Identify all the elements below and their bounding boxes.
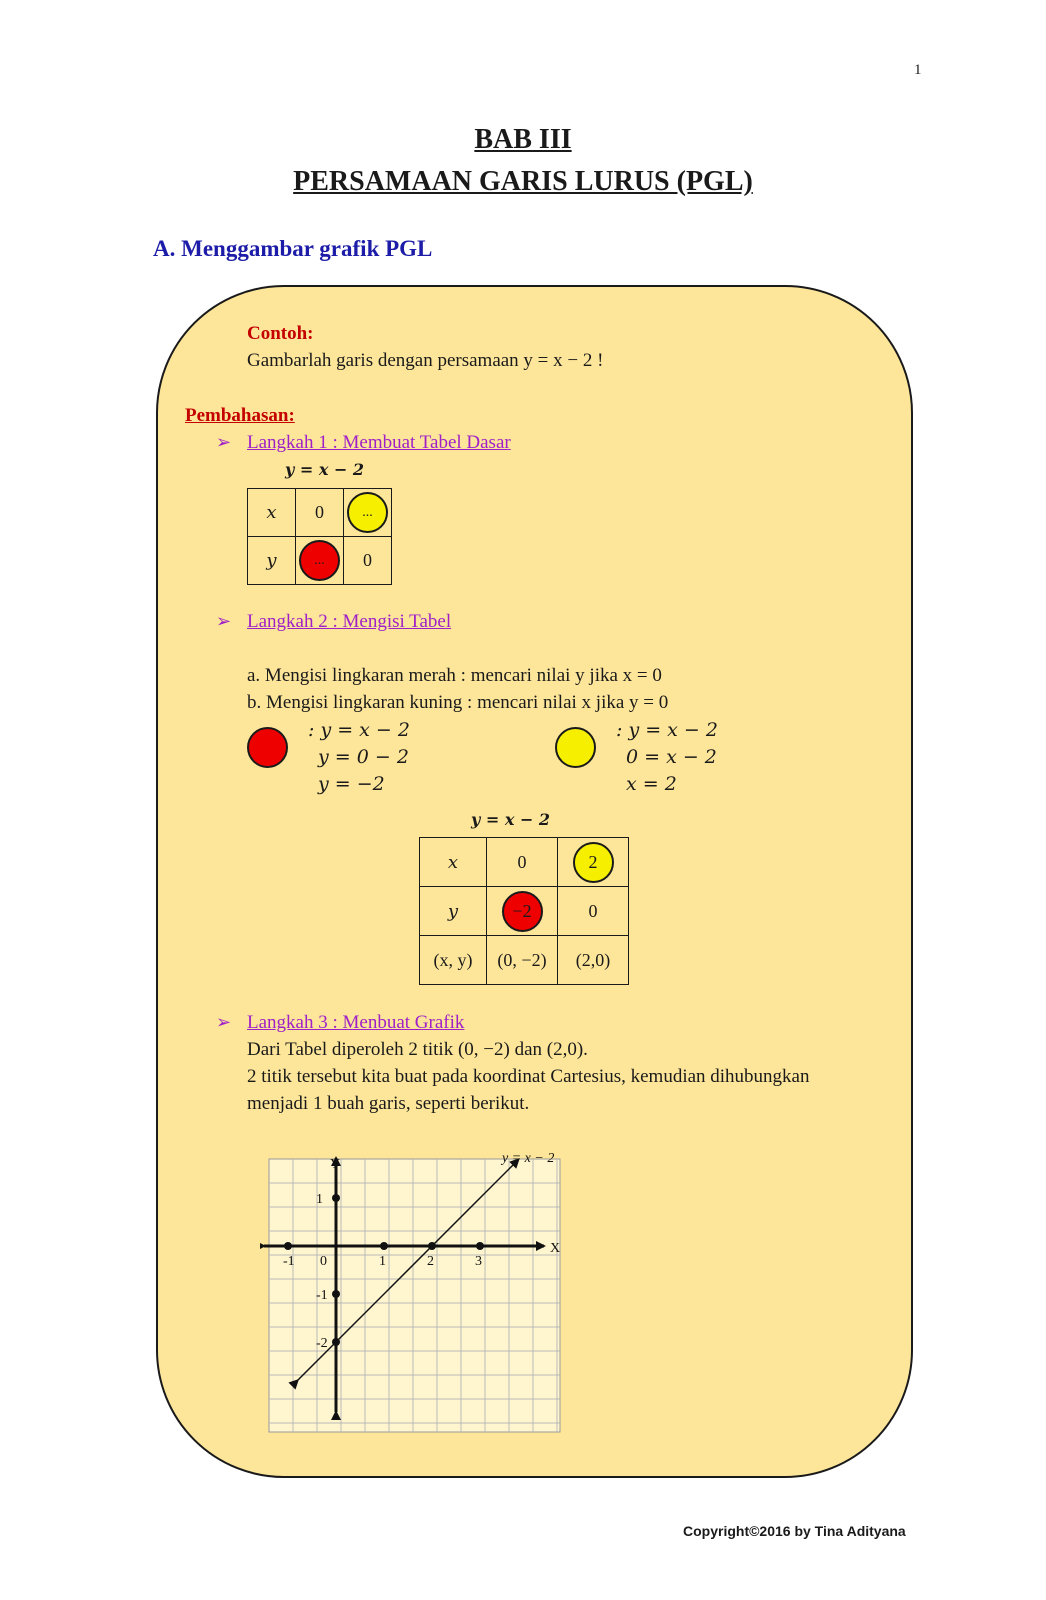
origin-label: 0 xyxy=(320,1254,327,1269)
chapter-number: BAB III xyxy=(474,124,572,155)
red-work-line: y = −2 xyxy=(318,773,385,795)
yellow-work-line: 0 = x − 2 xyxy=(626,746,717,768)
y-tick-label: 1 xyxy=(316,1192,323,1207)
table-cell xyxy=(487,887,558,936)
page-number: 1 xyxy=(914,62,922,78)
step1-equation: y = x − 2 xyxy=(285,460,365,479)
yellow-work-line: x = 2 xyxy=(626,773,677,795)
y-tick-dot xyxy=(332,1290,340,1298)
table-cell: (0, −2) xyxy=(487,936,558,985)
discussion-label: Pembahasan: xyxy=(185,405,295,426)
yellow-circle-icon xyxy=(555,727,596,768)
copyright: Copyright©2016 by Tina Adityana xyxy=(683,1523,906,1539)
bullet-arrow-icon: ➢ xyxy=(216,432,232,452)
example-label: Contoh: xyxy=(247,323,314,344)
step2-title: Langkah 2 : Mengisi Tabel xyxy=(247,611,452,632)
table-cell: (2,0) xyxy=(558,936,629,985)
table-cell xyxy=(558,838,629,887)
y-tick-dot xyxy=(332,1338,340,1346)
x-tick-dot xyxy=(428,1242,436,1250)
step2-table xyxy=(419,837,629,985)
x-tick-label: 1 xyxy=(379,1254,386,1269)
table-cell: x xyxy=(248,489,296,537)
y-tick-label: -2 xyxy=(316,1336,328,1351)
step3-line: menjadi 1 buah garis, seperti berikut. xyxy=(247,1093,530,1114)
y-axis-label: Y xyxy=(330,1157,341,1172)
step2-item-b: b. Mengisi lingkaran kuning : mencari nilai x jika y = 0 xyxy=(247,692,669,713)
table-cell xyxy=(344,489,392,537)
table-cell: y xyxy=(420,887,487,936)
table-cell: y xyxy=(248,537,296,585)
step2-item-a: a. Mengisi lingkaran merah : mencari nilai y jika x = 0 xyxy=(247,665,662,686)
y-tick-dot xyxy=(332,1194,340,1202)
x-tick-dot xyxy=(284,1242,292,1250)
table-cell: x xyxy=(420,838,487,887)
y-tick-label: -1 xyxy=(316,1288,328,1303)
x-tick-label: 3 xyxy=(475,1254,482,1269)
table-cell: 0 xyxy=(558,887,629,936)
table-cell xyxy=(296,537,344,585)
yellow-circle: ... xyxy=(347,492,388,533)
table-cell: 0 xyxy=(487,838,558,887)
step3-line: 2 titik tersebut kita buat pada koordinat Cartesius, kemudian dihubungkan xyxy=(247,1066,810,1087)
step1-title: Langkah 1 : Membuat Tabel Dasar xyxy=(247,432,511,453)
x-tick-label: -1 xyxy=(283,1254,295,1269)
yellow-work-line: : y = x − 2 xyxy=(616,719,718,741)
red-circle: −2 xyxy=(502,891,543,932)
bullet-arrow-icon: ➢ xyxy=(216,1012,232,1032)
bullet-arrow-icon: ➢ xyxy=(216,611,232,631)
red-work-line: : y = x − 2 xyxy=(308,719,410,741)
step1-table xyxy=(247,488,392,585)
example-text: Gambarlah garis dengan persamaan y = x − 2 ! xyxy=(247,350,604,371)
graph-paper xyxy=(269,1159,560,1432)
x-tick-dot xyxy=(476,1242,484,1250)
red-circle: ... xyxy=(299,540,340,581)
x-axis-label: X xyxy=(550,1241,561,1256)
table-cell: (x, y) xyxy=(420,936,487,985)
x-tick-label: 2 xyxy=(427,1254,434,1269)
table-cell: 0 xyxy=(296,489,344,537)
step3-line: Dari Tabel diperoleh 2 titik (0, −2) dan (2,0). xyxy=(247,1039,588,1060)
line-label: y = x − 2 xyxy=(502,1151,555,1166)
section-heading: A. Menggambar grafik PGL xyxy=(153,236,433,261)
chapter-title: PERSAMAAN GARIS LURUS (PGL) xyxy=(293,166,753,197)
x-tick-dot xyxy=(380,1242,388,1250)
red-work-line: y = 0 − 2 xyxy=(318,746,409,768)
cartesian-graph xyxy=(260,1150,590,1440)
step3-title: Langkah 3 : Menbuat Grafik xyxy=(247,1012,465,1033)
step2-equation: y = x − 2 xyxy=(471,810,551,829)
yellow-circle: 2 xyxy=(573,842,614,883)
table-cell: 0 xyxy=(344,537,392,585)
red-circle-icon xyxy=(247,727,288,768)
